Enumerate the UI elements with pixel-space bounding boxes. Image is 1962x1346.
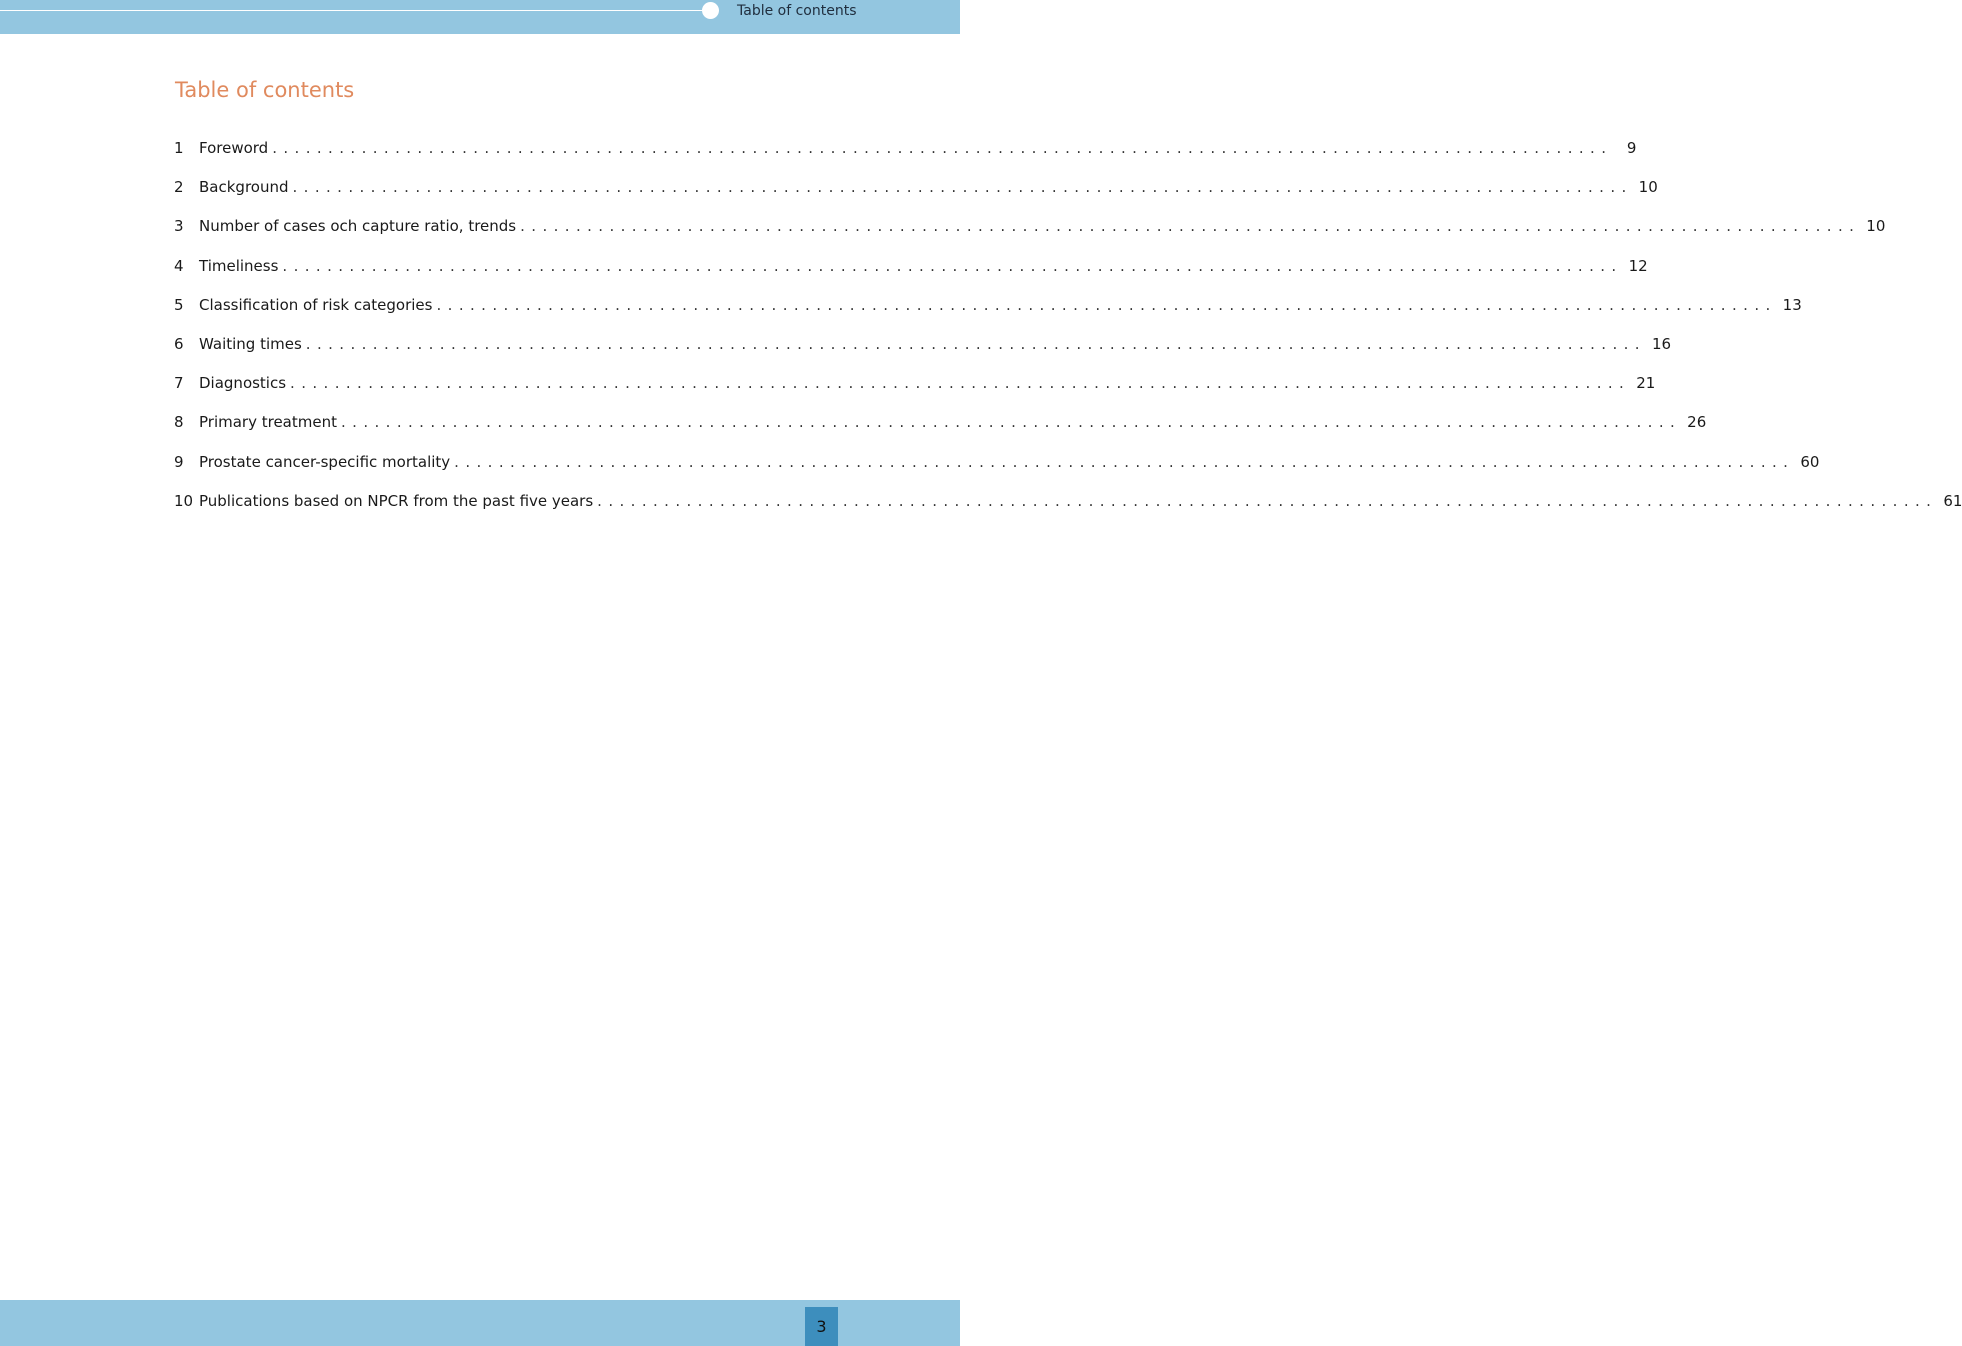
toc-entry-number: 1 [174,139,184,157]
page-number: 3 [816,1317,827,1336]
running-head: Table of contents [737,3,857,19]
toc-entry-title: Publications based on NPCR from the past five years [199,491,594,510]
toc-entry-page: 9 [1626,139,1637,157]
toc-entry-number: 9 [174,452,184,471]
toc-entry[interactable] [174,256,1648,295]
header-divider [0,10,702,11]
page-number-box [805,1307,838,1346]
toc-entry-number: 7 [174,374,184,393]
toc-entry[interactable] [174,334,1672,373]
header-bar [0,0,960,34]
toc-leader-dots: ........................................................................................................................ [282,256,1623,275]
toc-entry[interactable] [174,295,1802,334]
page-title: Table of contents [175,78,355,102]
toc-entry-page: 60 [1800,452,1820,471]
toc-entry-number: 4 [174,256,184,275]
toc-entry-title: Classification of risk categories [199,295,433,314]
toc-leader-dots: ........................................................................................................................ [340,413,1682,432]
toc-entry-number: 6 [174,334,184,353]
toc-entry[interactable] [174,412,1707,451]
toc-entry-page: 12 [1628,256,1648,275]
toc-leader-dots: ........................................................................................................................ [454,452,1795,471]
toc-entry-page: 21 [1636,374,1656,393]
toc-entry-number: 5 [174,295,184,314]
toc-leader-dots: ........................................................................................................................ [292,178,1633,197]
toc-entry-title: Waiting times [199,334,302,353]
toc-entry[interactable] [174,177,1658,216]
toc-entry-title: Foreword [199,139,269,157]
toc-leader-dots: ........................................................................................................................ [272,139,1613,157]
toc-entry[interactable] [174,452,1820,491]
toc-entry-page: 16 [1651,334,1672,353]
toc-entry-title: Number of cases och capture ratio, trends [199,217,517,236]
toc-entry-page: 61 [1943,491,1962,510]
toc-leader-dots: ........................................................................................................................ [305,334,1646,353]
toc-entry-title: Diagnostics [199,374,287,393]
toc-entry-title: Primary treatment [199,413,337,432]
toc-entry-page: 13 [1782,295,1802,314]
toc-leader-dots: ........................................................................................................................ [520,217,1861,236]
footer-bar [0,1300,960,1346]
header-circle-marker [702,2,719,19]
toc-entry-title: Background [199,178,289,197]
toc-entry[interactable] [174,216,1886,255]
toc-entry[interactable] [174,373,1656,412]
toc-entry-number: 10 [174,491,194,510]
toc-entry-number: 3 [174,217,184,236]
toc-entry-page: 26 [1687,413,1707,432]
toc-entry[interactable] [174,138,1637,177]
toc-entry-number: 8 [174,413,184,432]
toc-entry[interactable] [174,491,1962,530]
toc-entry-page: 10 [1866,217,1886,236]
toc-leader-dots: ........................................................................................................................ [436,295,1777,314]
toc-entry-title: Timeliness [199,256,279,275]
toc-leader-dots: ........................................................................................................................ [290,374,1631,393]
toc-entry-title: Prostate cancer-specific mortality [199,452,451,471]
toc-entry-page: 10 [1638,178,1658,197]
toc-entry-number: 2 [174,178,184,197]
toc-leader-dots: ........................................................................................................................ [597,491,1938,510]
toc-list [174,138,1962,530]
